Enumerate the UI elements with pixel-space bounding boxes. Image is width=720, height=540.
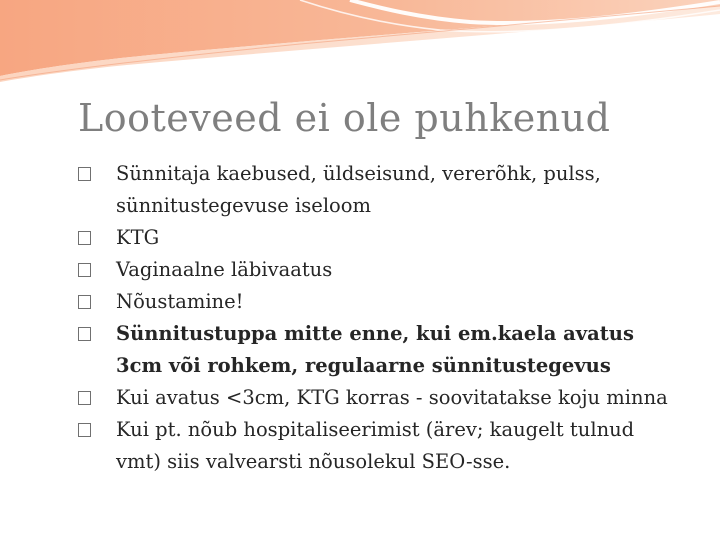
empty-square-icon bbox=[78, 263, 91, 277]
bullet-item bbox=[78, 286, 678, 318]
bullet-text: Kui avatus <3cm, KTG korras - soovitatakse koju minna bbox=[116, 386, 668, 409]
bullet-item bbox=[78, 158, 678, 222]
empty-square-icon bbox=[78, 327, 91, 341]
slide-title: Looteveed ei ole puhkenud bbox=[78, 96, 611, 140]
bullet-text: Sünnitustuppa mitte enne, kui em.kaela avatus 3cm või rohkem, regulaarne sünnitustegevus bbox=[116, 322, 634, 377]
empty-square-icon bbox=[78, 423, 91, 437]
bullet-item bbox=[78, 382, 678, 414]
bullet-text: Kui pt. nõub hospitaliseerimist (ärev; kaugelt tulnud vmt) siis valvearsti nõusolekul SEO-sse. bbox=[116, 418, 635, 473]
empty-square-icon bbox=[78, 295, 91, 309]
header-wave-decoration bbox=[0, 0, 720, 90]
bullet-list bbox=[78, 158, 678, 478]
bullet-item bbox=[78, 254, 678, 286]
empty-square-icon bbox=[78, 391, 91, 405]
bullet-text: Sünnitaja kaebused, üldseisund, vererõhk, pulss, sünnitustegevuse iseloom bbox=[116, 162, 601, 217]
empty-square-icon bbox=[78, 231, 91, 245]
bullet-text: Nõustamine! bbox=[116, 290, 244, 313]
empty-square-icon bbox=[78, 167, 91, 181]
bullet-item-emphasized bbox=[78, 318, 678, 382]
bullet-text: KTG bbox=[116, 226, 160, 249]
bullet-item bbox=[78, 414, 678, 478]
bullet-text: Vaginaalne läbivaatus bbox=[116, 258, 333, 281]
bullet-item bbox=[78, 222, 678, 254]
